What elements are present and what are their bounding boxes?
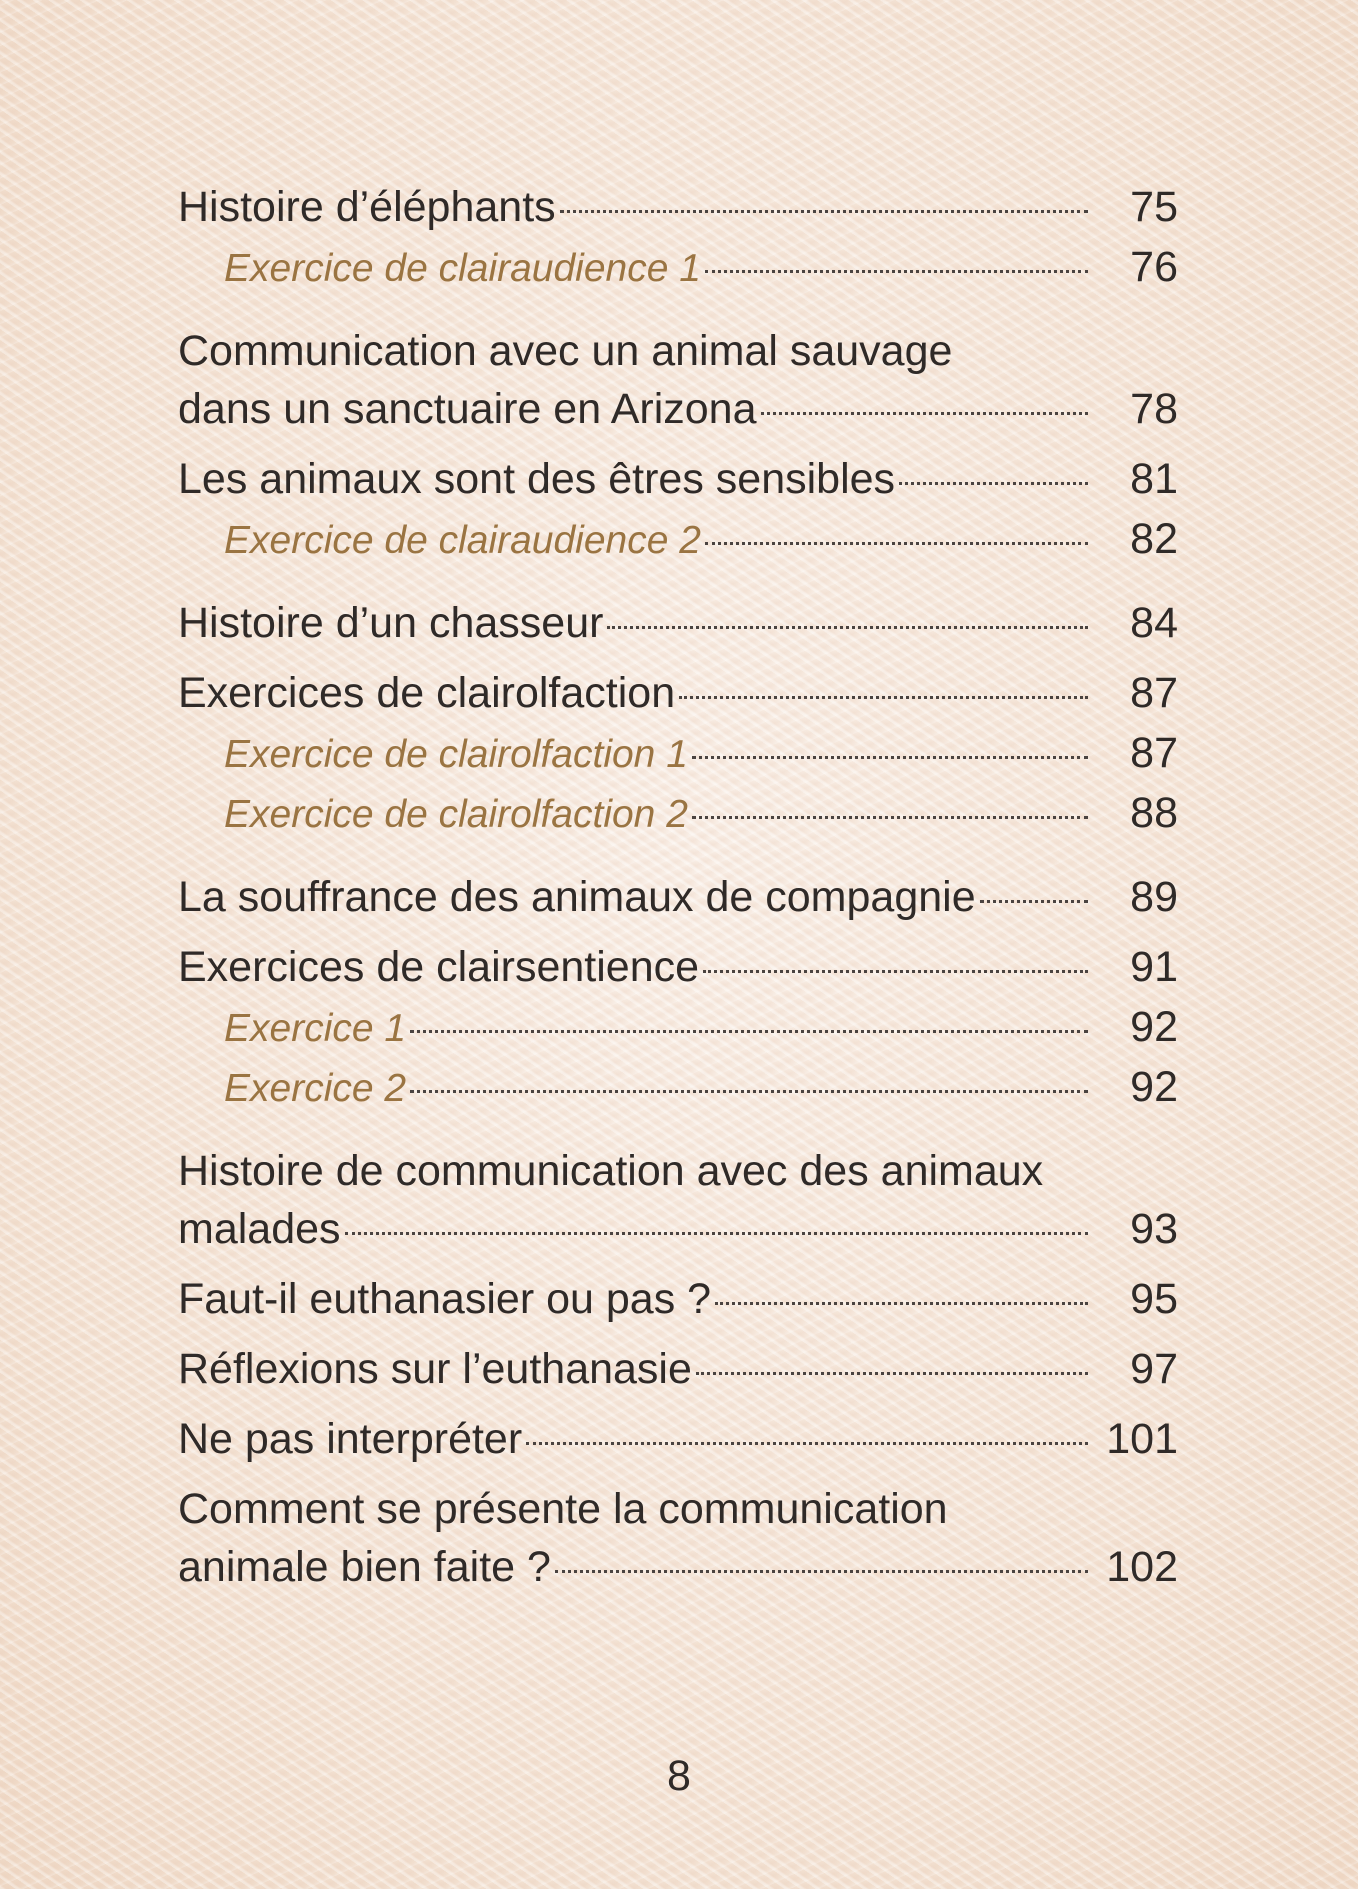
toc-page-number: 76 — [1130, 243, 1178, 291]
toc-subentry[interactable] — [178, 784, 1178, 842]
toc-entry[interactable] — [178, 450, 1178, 508]
dot-leader — [607, 626, 1088, 629]
dot-leader — [692, 816, 1088, 819]
toc-entry[interactable] — [178, 1340, 1178, 1398]
toc-entry-title: Exercices de clairsentience — [178, 943, 700, 991]
toc-entry[interactable] — [178, 1270, 1178, 1328]
toc-entry-title: Histoire d’éléphants — [178, 183, 556, 231]
dot-leader — [705, 542, 1088, 545]
dot-leader — [410, 1090, 1088, 1093]
toc-page-number: 87 — [1130, 669, 1178, 717]
toc-subentry[interactable] — [178, 1058, 1178, 1116]
dot-leader — [899, 482, 1088, 485]
toc-entry[interactable] — [178, 1410, 1178, 1468]
toc-entry-title: Exercice de clairolfaction 1 — [224, 733, 688, 776]
toc-page-number: 88 — [1130, 789, 1178, 837]
toc-page-number: 75 — [1130, 183, 1178, 231]
toc-entry-title: Ne pas interpréter — [178, 1415, 523, 1463]
toc-entry[interactable] — [178, 938, 1178, 996]
toc-entry[interactable] — [178, 868, 1178, 926]
toc-page-number: 91 — [1130, 943, 1178, 991]
toc-subentry[interactable] — [178, 510, 1178, 568]
dot-leader — [526, 1442, 1088, 1445]
toc-page-number: 87 — [1130, 729, 1178, 777]
toc-entry-title: Faut-il euthanasier ou pas ? — [178, 1275, 712, 1323]
dot-leader — [692, 756, 1088, 759]
toc-entry-title: Exercice 1 — [224, 1007, 407, 1050]
toc-page-number: 92 — [1130, 1063, 1178, 1111]
toc-page-number: 102 — [1106, 1543, 1178, 1591]
toc-entry-title-line: Communication avec un animal sauvage — [178, 327, 953, 375]
dot-leader — [560, 210, 1088, 213]
dot-leader — [980, 900, 1088, 903]
dot-leader — [705, 270, 1088, 273]
toc-entry-title: Les animaux sont des êtres sensibles — [178, 455, 896, 503]
toc-entry[interactable] — [178, 1142, 1178, 1258]
toc-entry-title: Histoire d’un chasseur — [178, 599, 604, 647]
toc-subentry[interactable] — [178, 998, 1178, 1056]
dot-leader — [761, 412, 1088, 415]
toc-page-number: 92 — [1130, 1003, 1178, 1051]
dot-leader — [345, 1232, 1088, 1235]
toc-page-number: 93 — [1130, 1205, 1178, 1253]
dot-leader — [715, 1302, 1088, 1305]
toc-entry-title: Réflexions sur l’euthanasie — [178, 1345, 692, 1393]
toc-entry-title: Exercice de clairolfaction 2 — [224, 793, 688, 836]
dot-leader — [555, 1570, 1088, 1573]
toc-page-number: 81 — [1130, 455, 1178, 503]
toc-entry-title-line: Comment se présente la communication — [178, 1485, 948, 1533]
dot-leader — [696, 1372, 1088, 1375]
toc-subentry[interactable] — [178, 724, 1178, 782]
toc-page-number: 84 — [1130, 599, 1178, 647]
table-of-contents — [178, 178, 1178, 1596]
toc-entry-title-line: Histoire de communication avec des animaux — [178, 1147, 1044, 1195]
toc-entry[interactable] — [178, 322, 1178, 438]
toc-page-number: 78 — [1130, 385, 1178, 433]
toc-entry[interactable] — [178, 1480, 1178, 1596]
toc-entry-title: Exercice de clairaudience 1 — [224, 247, 701, 290]
toc-page-number: 89 — [1130, 873, 1178, 921]
toc-entry-title: animale bien faite ? — [178, 1543, 551, 1591]
toc-entry-title: Exercice de clairaudience 2 — [224, 519, 701, 562]
toc-page-number: 101 — [1106, 1415, 1178, 1463]
page-number: 8 — [667, 1752, 691, 1800]
toc-page-number: 97 — [1130, 1345, 1178, 1393]
toc-entry-title: Exercice 2 — [224, 1067, 407, 1110]
toc-page-number: 82 — [1130, 515, 1178, 563]
toc-entry[interactable] — [178, 178, 1178, 236]
toc-page-number: 95 — [1130, 1275, 1178, 1323]
toc-entry[interactable] — [178, 664, 1178, 722]
toc-entry-title: malades — [178, 1205, 341, 1253]
toc-entry-title: La souffrance des animaux de compagnie — [178, 873, 976, 921]
toc-subentry[interactable] — [178, 238, 1178, 296]
dot-leader — [410, 1030, 1088, 1033]
dot-leader — [679, 696, 1088, 699]
toc-entry-title: dans un sanctuaire en Arizona — [178, 385, 757, 433]
toc-entry-title: Exercices de clairolfaction — [178, 669, 676, 717]
dot-leader — [703, 970, 1088, 973]
toc-entry[interactable] — [178, 594, 1178, 652]
